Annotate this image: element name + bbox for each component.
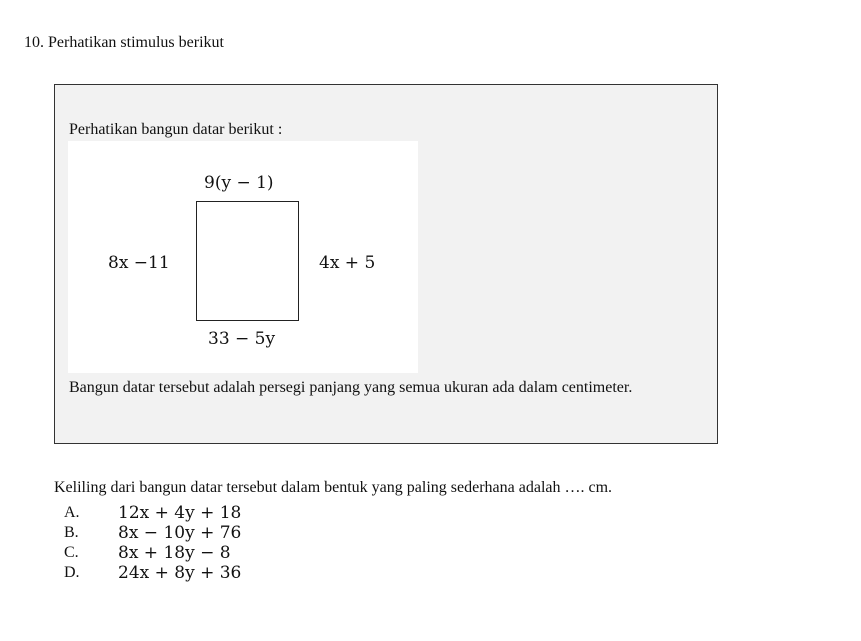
option-a[interactable]	[64, 503, 241, 523]
rectangle-shape	[196, 201, 299, 321]
stimulus-intro: Perhatikan bangun datar berikut :	[69, 121, 283, 138]
right-side-label: 4x + 5	[319, 253, 376, 273]
option-letter: A.	[64, 504, 80, 521]
option-expression: 12x + 4y + 18	[118, 503, 242, 523]
option-expression: 24x + 8y + 36	[118, 563, 242, 583]
question-text: Keliling dari bangun datar tersebut dalam bentuk yang paling sederhana adalah …. cm.	[54, 479, 613, 496]
stimulus-description: Bangun datar tersebut adalah persegi panjang yang semua ukuran ada dalam centimeter.	[69, 379, 633, 396]
option-letter: D.	[64, 564, 80, 581]
left-side-label: 8x −11	[108, 253, 170, 273]
stimulus-box	[54, 84, 718, 444]
top-side-label: 9(y − 1)	[204, 173, 274, 193]
answer-options	[64, 503, 241, 583]
rectangle-figure	[68, 141, 418, 373]
option-expression: 8x − 10y + 76	[118, 523, 242, 543]
option-d[interactable]	[64, 563, 241, 583]
question-title: 10. Perhatikan stimulus berikut	[24, 34, 224, 51]
option-letter: C.	[64, 544, 79, 561]
option-expression: 8x + 18y − 8	[118, 543, 231, 563]
option-letter: B.	[64, 524, 79, 541]
option-c[interactable]	[64, 543, 241, 563]
bottom-side-label: 33 − 5y	[208, 329, 276, 349]
option-b[interactable]	[64, 523, 241, 543]
